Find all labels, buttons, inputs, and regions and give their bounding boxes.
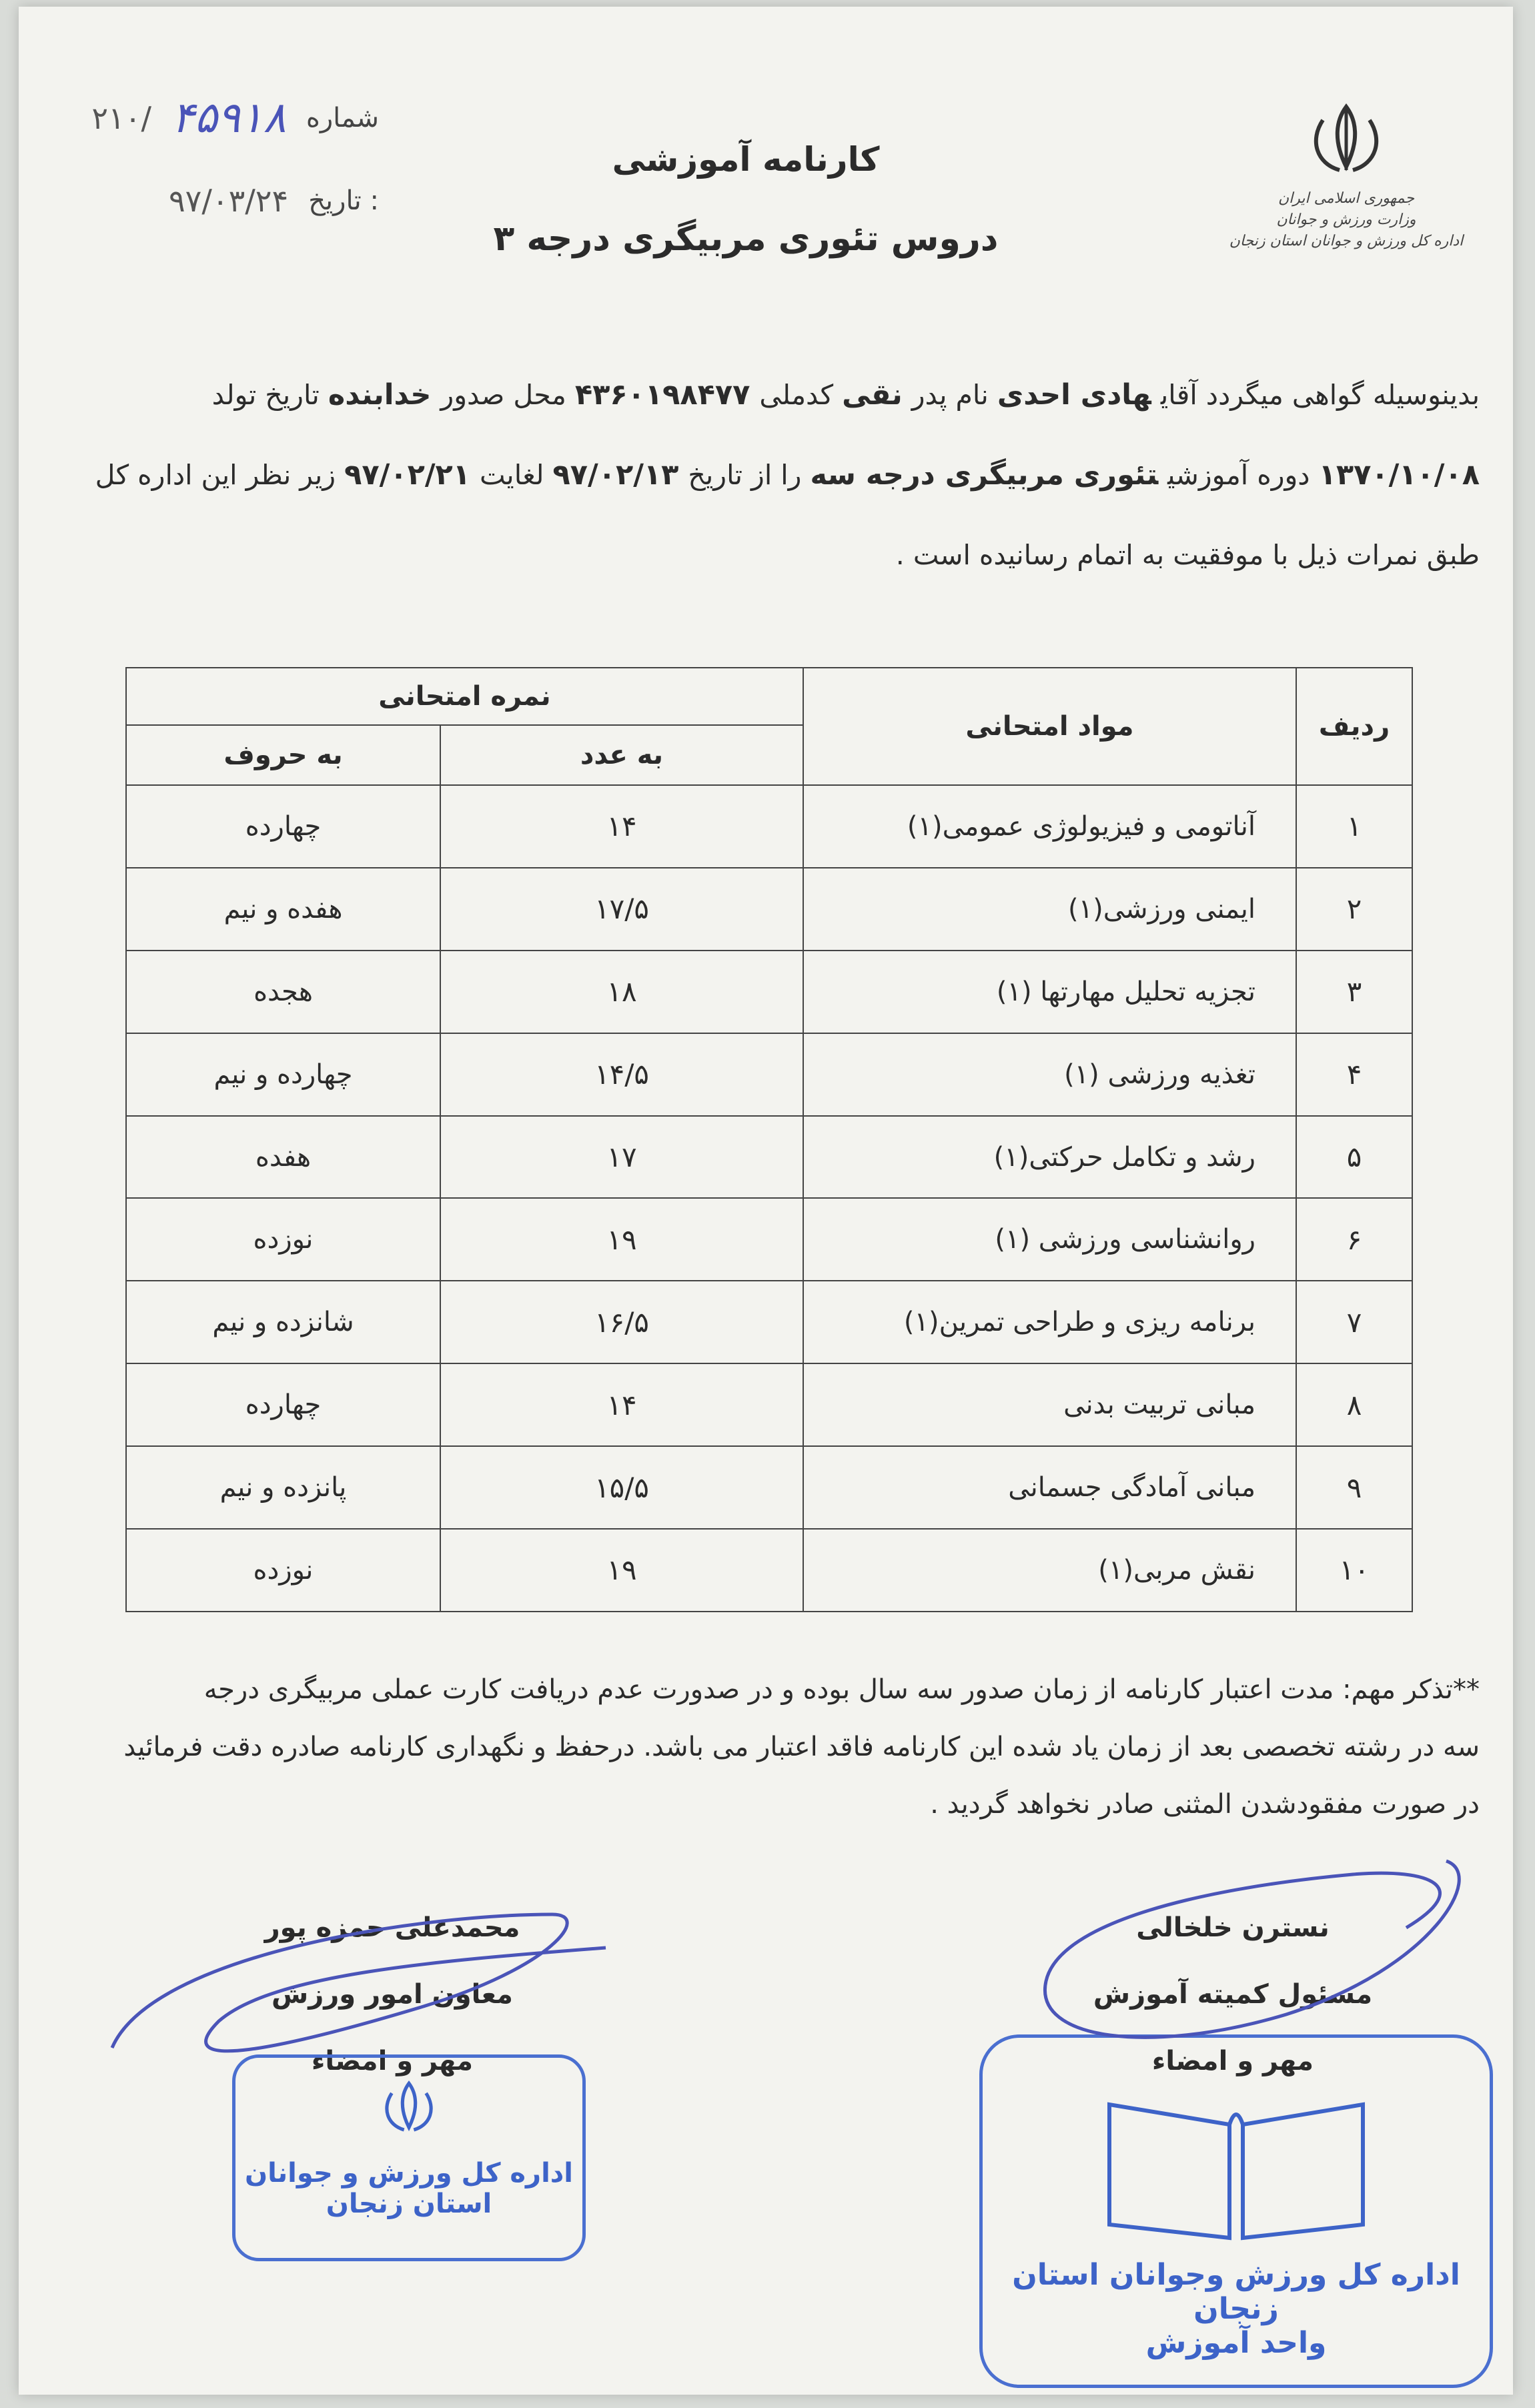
row-index: ۷ [1296,1281,1412,1363]
book-stamp-icon [1096,2078,1376,2245]
row-index: ۱۰ [1296,1529,1412,1612]
row-index: ۹ [1296,1446,1412,1529]
date-label: تاریخ : [308,185,379,216]
cert-text: محل صدور [440,379,566,411]
cert-text: کدملی [759,379,834,411]
note-line-1: **تذکر مهم: مدت اعتبار کارنامه از زمان صدور سه سال بوده و در صدورت عدم دریافت کارت عملی مربیگری درجه [203,1674,1480,1705]
emblem-line-2: وزارت ورزش و جوانان [1276,211,1416,228]
row-grade-words: پانزده و نیم [126,1446,440,1529]
cert-text: نام پدر [911,379,989,411]
cert-text: زیر نظر این اداره کل [95,459,336,491]
grades-table [125,667,1413,1612]
national-id: ۴۳۶۰۱۹۸۴۷۷ [574,378,750,412]
row-subject: نقش مربی(۱) [803,1529,1296,1612]
row-grade-digits: ۱۹ [440,1529,803,1612]
document-title: کارنامه آموزشی [612,140,880,179]
issue-place: خدابنده [328,378,432,412]
father-name: نقی [842,378,903,412]
certificate-line-2 [59,434,1480,516]
stamp-left-line-1: اداره کل ورزش و جوانان [244,2158,574,2189]
document-subtitle: دروس تئوری مربیگری درجه ۳ [493,219,999,259]
row-subject: آناتومی و فیزیولوژی عمومی(۱) [803,785,1296,868]
cert-text: بدینوسیله گواهی میگردد آقای [1160,379,1480,411]
col-header-digits: به عدد [440,725,803,785]
number-handwritten: ۴۵۹۱۸ [171,93,286,143]
table-row [126,1446,1412,1529]
birth-date: ۱۳۷۰/۱۰/۰۸ [1318,458,1480,492]
row-subject: برنامه ریزی و طراحی تمرین(۱) [803,1281,1296,1363]
row-subject: تجزیه تحلیل مهارتها (۱) [803,951,1296,1033]
signer-role: معاون امور ورزش [272,1979,513,2010]
row-grade-digits: ۱۶/۵ [440,1281,803,1363]
student-name: هادی احدی [997,378,1151,412]
row-grade-words: هجده [126,951,440,1033]
row-grade-digits: ۱۷ [440,1116,803,1199]
number-date-block [59,93,379,259]
signer-name: محمدعلی حمزه پور [264,1912,520,1943]
start-date: ۹۷/۰۲/۱۳ [552,458,679,492]
note-line-2: سه در رشته تخصصی بعد از زمان یاد شده این کارنامه فاقد اعتبار می باشد. درحفظ و نگهداری کارنامه صادره دقت فرمائید [123,1732,1480,1762]
certificate-line-1 [59,354,1480,436]
signer-seal-label: مهر و امضاء [311,2046,474,2076]
row-grade-digits: ۱۸ [440,951,803,1033]
row-index: ۲ [1296,868,1412,951]
emblem-line-1: جمهوری اسلامی ایران [1277,190,1415,207]
signer-name: نسترن خلخالی [1136,1912,1330,1943]
col-header-grade: نمره امتحانی [126,668,803,725]
stamp-right-line-2: واحد آموزش [1145,2326,1327,2360]
emblem-line-3: اداره کل ورزش و جوانان استان زنجان [1229,233,1464,249]
ministry-emblem-block [1213,100,1480,252]
table-row [126,951,1412,1033]
number-prefix: ۲۱۰/ [91,100,152,136]
row-subject: مبانی تربیت بدنی [803,1363,1296,1446]
row-grade-digits: ۱۹ [440,1198,803,1281]
col-header-words: به حروف [126,725,440,785]
row-subject: ایمنی ورزشی(۱) [803,868,1296,951]
row-grade-words: هفده و نیم [126,868,440,951]
row-grade-words: چهارده و نیم [126,1033,440,1116]
row-index: ۵ [1296,1116,1412,1199]
table-row [126,1281,1412,1363]
signer-seal-label: مهر و امضاء [1151,2046,1314,2076]
row-index: ۳ [1296,951,1412,1033]
course-name: تئوری مربیگری درجه سه [810,458,1159,492]
row-grade-digits: ۱۴ [440,1363,803,1446]
row-grade-words: چهارده [126,1363,440,1446]
stamp-left-line-2: استان زنجان [326,2189,492,2219]
end-date: ۹۷/۰۲/۲۱ [344,458,471,492]
important-note [59,1661,1480,1833]
date-value: ۹۷/۰۳/۲۴ [168,183,289,219]
row-grade-digits: ۱۴ [440,785,803,868]
stamp-left [232,2054,586,2261]
row-grade-digits: ۱۴/۵ [440,1033,803,1116]
cert-text: دوره آموزشی [1167,459,1310,491]
table-row [126,785,1412,868]
table-row [126,1116,1412,1199]
table-row [126,1363,1412,1446]
stamp-right-line-1: اداره کل ورزش وجوانان استان زنجان [1012,2258,1460,2326]
col-header-subject: مواد امتحانی [803,668,1296,785]
signer-role: مسئول کمیته آموزش [1093,1979,1373,2010]
row-grade-words: هفده [126,1116,440,1199]
row-grade-digits: ۱۷/۵ [440,868,803,951]
table-row [126,1198,1412,1281]
cert-text: را از تاریخ [688,459,802,491]
iran-emblem-icon [1296,100,1396,180]
document-title-block [486,140,1006,259]
row-index: ۶ [1296,1198,1412,1281]
row-subject: مبانی آمادگی جسمانی [803,1446,1296,1529]
certificate-line-3: طبق نمرات ذیل با موفقیت به اتمام رسانیده است . [895,539,1480,571]
row-index: ۱ [1296,785,1412,868]
row-grade-words: نوزده [126,1198,440,1281]
col-header-row: ردیف [1296,668,1412,785]
cert-text: تاریخ تولد [211,379,320,411]
row-grade-words: شانزده و نیم [126,1281,440,1363]
row-index: ۴ [1296,1033,1412,1116]
row-subject: تغذیه ورزشی (۱) [803,1033,1296,1116]
stamp-right [979,2034,1493,2388]
row-grade-digits: ۱۵/۵ [440,1446,803,1529]
cert-text: لغایت [480,459,544,491]
emblem-stamp-icon [372,2078,446,2138]
table-row [126,868,1412,951]
row-grade-words: نوزده [126,1529,440,1612]
row-grade-words: چهارده [126,785,440,868]
table-row [126,1033,1412,1116]
row-subject: رشد و تکامل حرکتی(۱) [803,1116,1296,1199]
row-subject: روانشناسی ورزشی (۱) [803,1198,1296,1281]
note-line-3: در صورت مفقودشدن المثنی صادر نخواهد گردید . [930,1789,1480,1820]
table-row [126,1529,1412,1612]
document-page [19,7,1513,2395]
number-label: شماره [306,103,379,133]
row-index: ۸ [1296,1363,1412,1446]
